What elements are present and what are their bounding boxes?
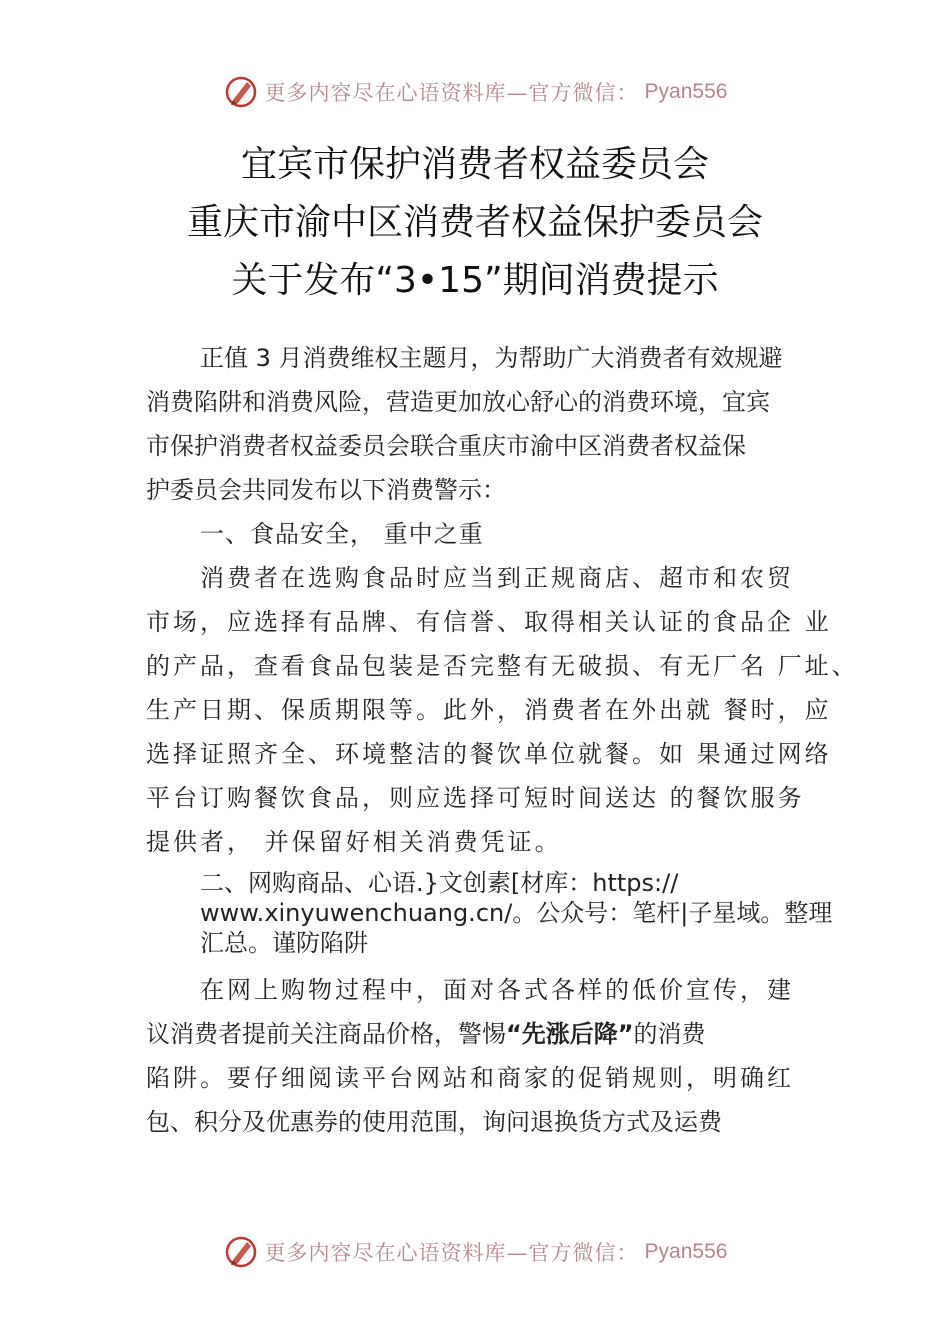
section-1-line: 消费者在选购食品时应当到正规商店、超市和农贸 — [200, 564, 794, 592]
banner-wechat-id: Pyan556 — [644, 80, 728, 103]
section-1-line: 的产品，查看食品包装是否完整有无破损、有无厂名 厂址、 — [146, 652, 859, 680]
section-1-paragraph — [146, 556, 859, 864]
banner-wechat-id: Pyan556 — [644, 1240, 728, 1263]
section-2-line-prefix: 议消费者提前关注商品价格，警惕 — [146, 1020, 506, 1048]
section-1-line: 平台订购餐饮食品，则应选择可短时间送达 的餐饮服务 — [146, 784, 805, 812]
header-watermark-banner — [0, 70, 950, 114]
section-1-line: 提供者， 并保留好相关消费凭证。 — [146, 828, 562, 856]
pen-logo-icon — [223, 74, 259, 110]
intro-line: 正值 3 月消费维权主题月，为帮助广大消费者有效规避 — [200, 344, 783, 372]
banner-text: 更多内容尽在心语资料库—官方微信： — [264, 81, 639, 105]
title-line-2: 重庆市渝中区消费者权益保护委员会 — [186, 202, 763, 243]
section-2-heading — [146, 868, 836, 958]
document-title-block — [0, 136, 950, 310]
section-1-line: 市场，应选择有品牌、有信誉、取得相关认证的食品企 业 — [146, 608, 832, 636]
section-2-paragraph — [146, 968, 836, 1144]
intro-line: 市保护消费者权益委员会联合重庆市渝中区消费者权益保 — [146, 432, 746, 460]
title-line-1: 宜宾市保护消费者权益委员会 — [240, 144, 709, 185]
section-1-line: 生产日期、保质期限等。此外，消费者在外出就 餐时，应 — [146, 696, 832, 724]
section-1-line: 选择证照齐全、环境整洁的餐饮单位就餐。如 果通过网络 — [146, 740, 832, 768]
emphasis-text: “先涨后降” — [506, 1020, 634, 1048]
intro-line: 消费陷阱和消费风险，营造更加放心舒心的消费环境，宜宾 — [146, 388, 770, 416]
title-line-3: 关于发布“3•15”期间消费提示 — [231, 260, 719, 301]
footer-watermark-banner — [0, 1230, 950, 1274]
section-2-heading-line: www.xinyuwenchuang.cn/。公众号：笔杆|子星域。整理 — [200, 899, 833, 927]
section-2-line: 包、积分及优惠券的使用范围，询问退换货方式及运费 — [146, 1108, 722, 1136]
section-2-line: 在网上购物过程中，面对各式各样的低价宣传，建 — [200, 976, 794, 1004]
section-2-line: 陷阱。要仔细阅读平台网站和商家的促销规则，明确红 — [146, 1064, 794, 1092]
section-1-heading: 一、食品安全， 重中之重 — [200, 520, 484, 548]
section-2-line-with-emphasis — [146, 1012, 836, 1056]
pen-logo-icon — [223, 1234, 259, 1270]
section-2-heading-line: 汇总。谨防陷阱 — [200, 929, 368, 957]
section-2-heading-line: 二、网购商品、心语.}文创素[材库：https:// — [200, 869, 679, 897]
banner-text: 更多内容尽在心语资料库—官方微信： — [264, 1241, 639, 1265]
section-2-line-suffix: 的消费 — [633, 1020, 706, 1048]
document-body — [146, 336, 859, 1144]
intro-line: 护委员会共同发布以下消费警示： — [146, 476, 506, 504]
intro-paragraph — [146, 336, 836, 512]
